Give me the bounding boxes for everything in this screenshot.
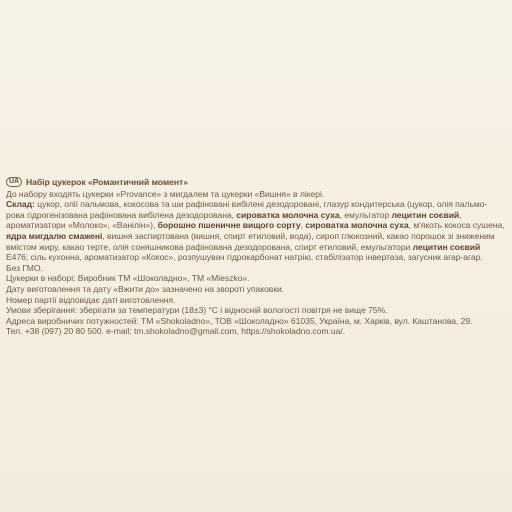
intro-line: До набору входять цукерки «Provance» з мигдалем та цукерки «Вишня» в лікері. [6, 188, 325, 199]
info-line: Дату виготовлення та дату «Вжити до» зазначено на звороті упаковки. [6, 283, 285, 294]
composition-line [6, 242, 509, 253]
info-line: Умови зберігання: зберігати за температури (18±3) °С і відносній вологості повітря не вище 75%. [6, 305, 388, 316]
highlighted-ingredient: лецитин соєвий [391, 209, 460, 220]
product-label-text [6, 177, 509, 337]
label-title-row [6, 177, 509, 188]
highlighted-ingredient: Склад: [6, 199, 35, 210]
composition-block [6, 199, 509, 273]
info-line: Цукерки в наборі: Виробник ТМ «Шоколадно», ТМ «Mieszko». [6, 273, 250, 284]
composition-text: вмістом жиру, какао терте, олія соняшникова рафінована дезодорована, спирт етиловий, емульгатори [6, 241, 413, 252]
highlighted-ingredient: борошно пшеничне вищого сорту [157, 220, 301, 231]
composition-text: Е476; сіль кухонна, ароматизатор «Кокос», розпушувач гідрокарбонат натрію, стабілізатор інвертаза, загусник агар-агар. [6, 252, 483, 263]
composition-line [6, 263, 509, 274]
composition-line [6, 220, 509, 231]
composition-text: , [300, 220, 306, 231]
composition-text: , вишня заспиртована (вишня, спирт етиловий, вода), сироп глюкозний, какао порошок зі зниженим [102, 230, 495, 241]
composition-text: , емульгатор [339, 209, 392, 220]
info-block [6, 273, 509, 337]
composition-line [6, 252, 509, 263]
composition-text: , м'якоть кокоса сушена, [408, 220, 505, 231]
info-line: Тел. +38 (097) 20 80 500. e-mail: tm.shokoladno@gmail.com, https://shokoladno.com.ua/. [6, 326, 345, 337]
ua-language-badge: UA [6, 177, 22, 187]
highlighted-ingredient: сироватка молочна суха [305, 220, 409, 231]
composition-text: цукор, олії пальмова, кокосова та ши рафіновані вибілені дезодоровані, глазур кондитерська (цукор, олія пальмо- [34, 199, 488, 210]
highlighted-ingredient: лецитин соєвий [412, 241, 481, 252]
highlighted-ingredient: сироватка молочна суха [236, 209, 340, 220]
composition-text: рова гідрогенізована рафінована вибілена дезодорована, [6, 209, 237, 220]
product-title: Набір цукерок «Романтичний момент» [26, 177, 188, 187]
composition-text: ароматизатори «Молоко», «Ванілін»), [6, 220, 158, 231]
composition-text: Без ГМО. [6, 262, 43, 273]
info-line: Номер партії відповідає даті виготовлення. [6, 294, 176, 305]
composition-line [6, 231, 509, 242]
composition-text: , [459, 209, 462, 220]
highlighted-ingredient: ядра мигдалю смажені [6, 230, 103, 241]
composition-line [6, 199, 509, 210]
info-line: Адреса виробничих потужностей: ТМ «Shokoladno», ТОВ «Шоколадно» 61035, Україна, м. Харків, вул. Каштанова, 29. [6, 315, 473, 326]
composition-line [6, 210, 509, 221]
